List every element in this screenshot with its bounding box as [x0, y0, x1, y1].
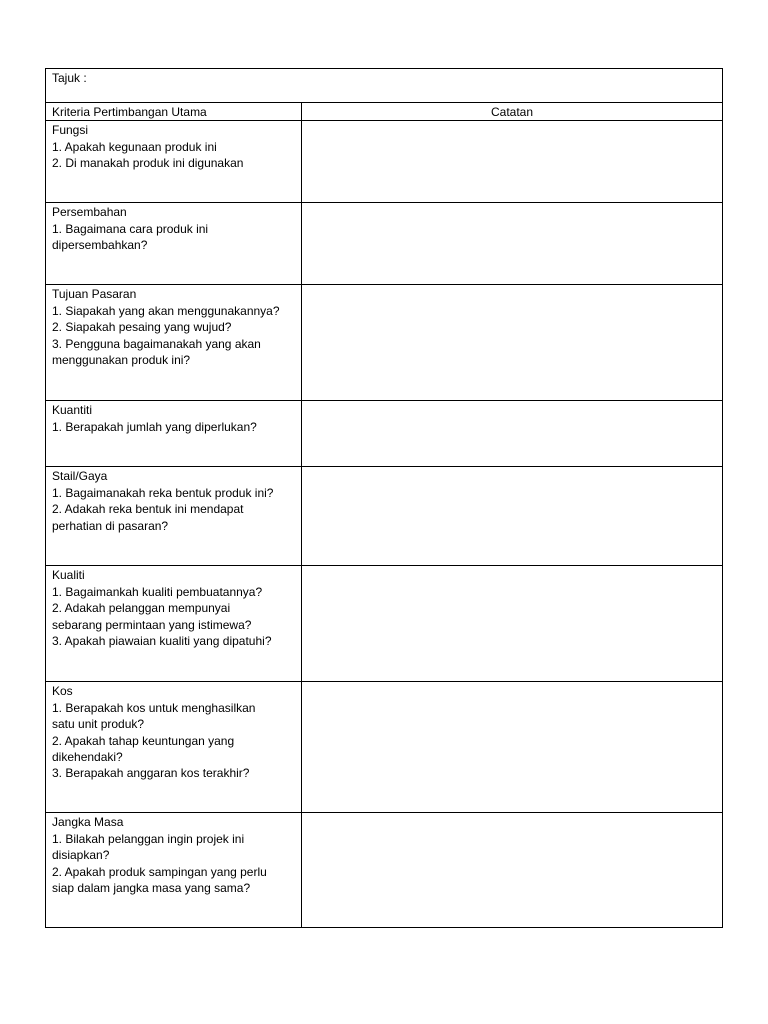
title-row [46, 69, 723, 103]
question-line: 1. Bagaimankah kualiti pembuatannya? [52, 584, 263, 599]
criteria-title: Kualiti [52, 568, 85, 583]
question-line: 1. Apakah kegunaan produk ini [52, 139, 217, 154]
question-line: 1. Bagaimana cara produk ini [52, 221, 209, 236]
criteria-cell-fungsi [46, 121, 302, 203]
criteria-title: Fungsi [52, 123, 89, 138]
question-line: 1. Siapakah yang akan menggunakannya? [52, 303, 280, 318]
criteria-title: Tujuan Pasaran [52, 287, 137, 302]
table-row [46, 285, 723, 401]
table-row [46, 682, 723, 813]
table-row [46, 467, 723, 566]
question-line: 1. Berapakah jumlah yang diperlukan? [52, 419, 257, 434]
question-line: perhatian di pasaran? [52, 518, 169, 533]
criteria-title: Jangka Masa [52, 815, 124, 830]
question-line: 3. Pengguna bagaimanakah yang akan [52, 336, 261, 351]
title-label: Tajuk : [52, 71, 87, 85]
question-line: 2. Di manakah produk ini digunakan [52, 156, 244, 171]
notes-cell-jangka-masa[interactable] [302, 813, 723, 928]
question-line: 3. Berapakah anggaran kos terakhir? [52, 766, 250, 781]
question-line: dipersembahkan? [52, 238, 148, 253]
question-line: disiapkan? [52, 848, 110, 863]
notes-cell-kuantiti[interactable] [302, 401, 723, 467]
question-line: sebarang permintaan yang istimewa? [52, 617, 252, 632]
criteria-title: Persembahan [52, 205, 127, 220]
notes-cell-tujuan-pasaran[interactable] [302, 285, 723, 401]
criteria-title: Kuantiti [52, 403, 93, 418]
question-line: 2. Apakah produk sampingan yang perlu [52, 864, 267, 879]
header-row [46, 103, 723, 121]
question-line: menggunakan produk ini? [52, 353, 191, 368]
question-line: 2. Adakah pelanggan mempunyai [52, 601, 231, 616]
criteria-cell-stail-gaya [46, 467, 302, 566]
criteria-title: Kos [52, 684, 73, 699]
criteria-cell-persembahan [46, 203, 302, 285]
title-cell[interactable] [46, 69, 723, 103]
criteria-cell-kualiti [46, 566, 302, 682]
notes-cell-kos[interactable] [302, 682, 723, 813]
criteria-title: Stail/Gaya [52, 469, 108, 484]
table-row [46, 566, 723, 682]
question-line: 1. Bilakah pelanggan ingin projek ini [52, 831, 245, 846]
criteria-cell-tujuan-pasaran [46, 285, 302, 401]
notes-cell-fungsi[interactable] [302, 121, 723, 203]
question-line: siap dalam jangka masa yang sama? [52, 881, 251, 896]
criteria-header: Kriteria Pertimbangan Utama [46, 103, 302, 121]
question-line: dikehendaki? [52, 750, 123, 765]
question-line: 2. Siapakah pesaing yang wujud? [52, 320, 232, 335]
notes-cell-stail-gaya[interactable] [302, 467, 723, 566]
question-line: 1. Bagaimanakah reka bentuk produk ini? [52, 485, 274, 500]
criteria-cell-kos [46, 682, 302, 813]
question-line: 3. Apakah piawaian kualiti yang dipatuhi? [52, 634, 272, 649]
criteria-form-table [45, 68, 723, 928]
notes-header: Catatan [302, 103, 723, 121]
table-row [46, 401, 723, 467]
question-line: 1. Berapakah kos untuk menghasilkan [52, 700, 256, 715]
table-row [46, 203, 723, 285]
question-line: 2. Apakah tahap keuntungan yang [52, 733, 235, 748]
criteria-cell-jangka-masa [46, 813, 302, 928]
table-row [46, 813, 723, 928]
question-line: satu unit produk? [52, 717, 145, 732]
question-line: 2. Adakah reka bentuk ini mendapat [52, 502, 244, 517]
notes-cell-kualiti[interactable] [302, 566, 723, 682]
table-row [46, 121, 723, 203]
criteria-cell-kuantiti [46, 401, 302, 467]
notes-cell-persembahan[interactable] [302, 203, 723, 285]
